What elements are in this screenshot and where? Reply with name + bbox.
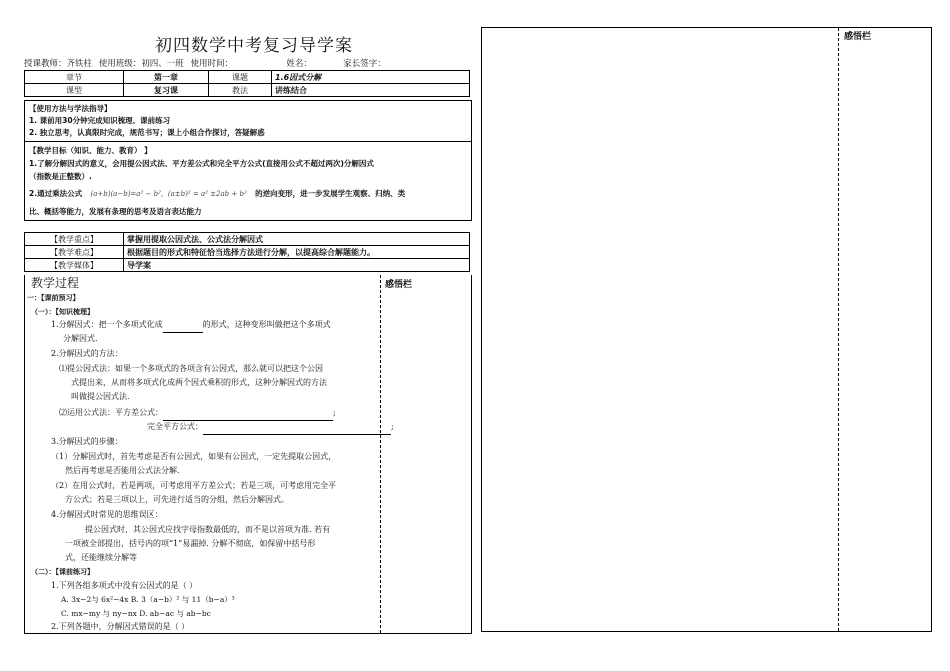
difficulty-value: 根据题目的形式和特征恰当选择方法进行分解，以提高综合解题能力。: [124, 246, 470, 259]
wugan-label-right: 感悟栏: [844, 32, 872, 42]
type-label: 课型: [25, 84, 124, 97]
classes-label: 使用班级：初四、一班: [98, 59, 184, 69]
usage-heading: 【使用方法与学法指导】: [29, 104, 112, 113]
sign-label: 家长签字：: [343, 59, 386, 69]
focus-label: 【教学重点】: [25, 233, 124, 246]
k3-2b: 方公式；若是三项以上，可先进行适当的分组，然后分解因式。: [65, 495, 289, 504]
wugan-label-left: 感悟栏: [385, 280, 413, 290]
q1: 1.下列各组多项式中没有公因式的是（ ）: [51, 581, 198, 590]
meta-line: [24, 57, 470, 71]
k1c: 分解因式.: [63, 334, 98, 343]
goal-2b: 的逆向变形，进一步发展学生观察、归纳、类: [255, 189, 406, 198]
k1a: 1.分解因式：把一个多项式化成: [51, 320, 163, 329]
k2: 2.分解因式的方法：: [51, 349, 123, 358]
usage-item-2: 2. 独立思考，认真限时完成，规范书写；课上小组合作探讨，答疑解惑: [29, 128, 265, 137]
k3-1b: 然后再考虑是否能用公式法分解.: [65, 466, 180, 475]
k3: 3.分解因式的步骤：: [51, 437, 123, 446]
sub1-heading: （一）：【知识梳理】: [31, 308, 94, 316]
time-label: 使用时间：: [190, 59, 233, 69]
formula: (a+b)(a−b)=a² − b²，(a±b)² = a² ±2ab + b²: [90, 190, 247, 198]
info-table: [24, 70, 470, 97]
blank-3: [203, 434, 391, 435]
q2: 2.下列各题中，分解因式错误的是（ ）: [51, 622, 190, 631]
method-value: 讲练结合: [272, 84, 470, 97]
goal-1a: 1.了解分解因式的意义，会用提公因式法、平方差公式和完全平方公式(直接用公式不超过两次)分解因式: [29, 159, 374, 168]
k2-1b: 式提出来，从而将多项式化成两个因式乘积的形式，这种分解因式的方法: [71, 378, 327, 387]
k4b: 一项被全部提出，括号内的项“1”易漏掉. 分解不彻底，如保留中括号形: [65, 539, 316, 548]
focus-value: 掌握用提取公因式法、公式法分解因式: [124, 233, 470, 246]
chapter-value: 第一章: [124, 71, 209, 84]
usage-section: [24, 100, 472, 221]
difficulty-label: 【教学难点】: [25, 246, 124, 259]
media-value: 导学案: [124, 259, 470, 272]
process-title: 教学过程: [31, 276, 80, 290]
k2-1c: 叫做提公因式法.: [71, 392, 130, 401]
k3-2a: （2）在用公式时，若是两项，可考虑用平方差公式；若是三项，可考虑用完全平: [51, 481, 337, 490]
right-dashed-divider: [838, 28, 839, 631]
topic-label: 课题: [209, 71, 272, 84]
type-value: 复习课: [124, 84, 209, 97]
chapter-label: 章节: [25, 71, 124, 84]
right-panel: [481, 27, 932, 632]
keys-table: [24, 232, 470, 272]
goal-2c: 比、概括等能力，发展有条理的思考及语言表达能力: [29, 207, 202, 216]
blank-1: [163, 332, 203, 333]
page-title: 初四数学中考复习导学案: [155, 36, 353, 56]
k1b: 的形式，这种变形叫做把这个多项式: [202, 320, 331, 329]
sub2-heading: （二）：【课前练习】: [31, 568, 94, 576]
k2-2b: 完全平方公式：: [147, 422, 203, 431]
method-label: 教法: [209, 84, 272, 97]
goal-1b: （指数是正整数）.: [29, 172, 92, 181]
k2-2a: ⑵运用公式法：平方差公式：: [59, 408, 163, 417]
k2-1a: ⑴提公因式法：如果一个多项式的各项含有公因式，那么就可以把这个公因: [59, 364, 323, 373]
q1-cd: C. mx−my 与 ny−nx D. ab−ac 与 ab−bc: [61, 609, 211, 618]
name-label: 姓名：: [286, 59, 312, 69]
q1-ab: A. 3x−2与 6x²−4x B. 3（a−b）² 与 11（b−a）³: [61, 595, 235, 604]
usage-item-1: 1. 课前用30分钟完成知识梳理、课前练习: [29, 116, 171, 125]
k4c: 式，还能继续分解等: [65, 553, 137, 562]
part1-heading: 一：【课前预习】: [27, 294, 80, 302]
k4a: 提公因式时，其公因式应找字母指数最低的，而不是以首项为准. 若有: [85, 525, 331, 534]
media-label: 【教学媒体】: [25, 259, 124, 272]
process-section: 感悟栏 教学过程 一：【课前预习】 （一）：【知识梳理】 1.分解因式：把一个多项式化成 的形式，这种变形叫做把这个多项式 分解因式. 2.分解因式的方法： ⑴提公因式法：如果一个多项式的各项含有公因式，那么就可以把这个公因 式提出来，从而将多项式化成两个因式乘积的形式，这种分解因式的方法 叫做提公因式法. ⑵运用公式法：平方差公式： ; 完全平方公式： ; 3.分解因式的步骤： （1）分解因式时，首先考虑是否有公因式，如果有公因式，一定先提取公因式， 然后再考虑是否能用公式法分解. （2）在用公式时，若是两项，可考虑用平方差公式；若是三项，可考虑用完全平 方公式；若是三项以上，可先进行适当的分组，然后分解因式。 4.分解因式时常见的思维误区： 提公因式时，其公因式应找字母指数最低的，而不是以首项为准. 若有 一项被全部提出，括号内的项“1”易漏掉. 分解不彻底，如保留中括号形 式，还能继续分解等 （二）：【课前练习】 1.下列各组多项式中没有公因式的是（ ） A. 3x−2与 6x²−4x B. 3（a−b）² 与 11（b−a）³ C. mx−my 与 ny−nx D. ab−ac 与 ab−bc 2.下列各题中，分解因式错误的是（ ）: [24, 275, 472, 634]
goals-heading: 【教学目标（知识、能力、教育） 】: [29, 146, 152, 155]
goal-2a: 2.通过乘法公式: [29, 189, 83, 198]
dashed-divider: [380, 275, 381, 633]
topic-value: 1.6因式分解: [272, 71, 470, 84]
teacher-label: 授课教师：齐铁柱: [24, 59, 93, 69]
k4: 4.分解因式时常见的思维误区：: [51, 510, 163, 519]
k3-1a: （1）分解因式时，首先考虑是否有公因式，如果有公因式，一定先提取公因式，: [51, 452, 337, 461]
